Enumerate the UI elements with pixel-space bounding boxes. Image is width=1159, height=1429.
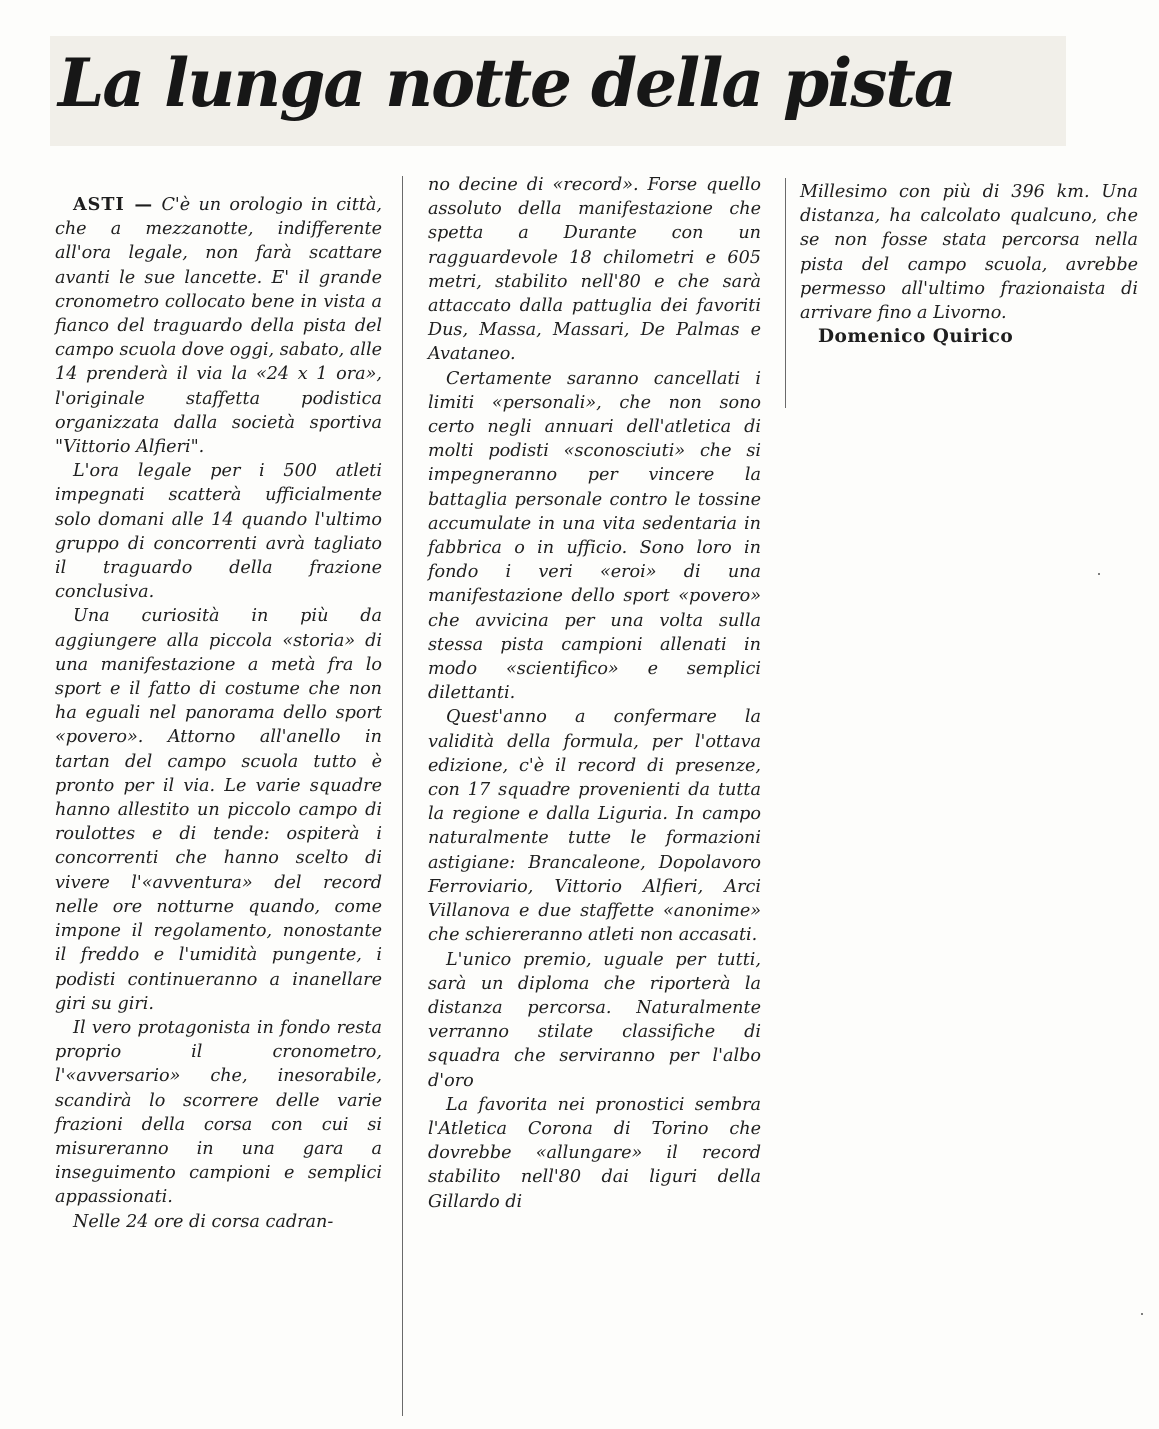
- scan-speck: [1098, 573, 1100, 575]
- column-rule: [402, 176, 403, 1416]
- paragraph: [55, 193, 382, 459]
- paragraph: Una curiosità in più da aggiungere alla piccola «storia» di una manifestazione a metà fra lo sport e il fatto di costume che non ha eguali nel panorama dello sport «povero». Attorno all'anello in tartan del campo scuola tutto è pronto per il via. Le varie squadre hanno allestito un piccolo campo di roulottes e di tende: ospiterà i concorrenti che hanno scelto di vivere l'«avventura» del record nelle ore notturne quando, come impone il regolamento, nonostante il freddo e l'umidità pungente, i podisti continueranno a inanellare giri su giri.: [55, 606, 382, 1014]
- dateline: ASTI —: [73, 194, 154, 215]
- paragraph-continued: Millesimo con più di 396 km. Una distanza, ha calcolato qualcuno, che se non fosse stata percorsa nella pista del campo scuola, avrebbe permesso all'ultimo frazionaista di arrivare fino a Livorno.: [800, 182, 1138, 324]
- paragraph: Certamente saranno cancellati i limiti «personali», che non sono certo negli annuari dell'atletica di molti podisti «sconosciuti» che si impegneranno per vincere la battaglia personale contro le tossine accumulate in una vita sedentaria in fabbrica o in ufficio. Sono loro in fondo i veri «eroi» di una manifestazione dello sport «povero» che avvicina per una volta sulla stessa pista campioni allenati in modo «scientifico» e semplici dilettanti.: [428, 368, 761, 704]
- scan-speck: [1141, 1313, 1143, 1315]
- paragraph-text: C'è un orologio in città, che a mezzanotte, indifferente all'ora legale, non farà scattare avanti le sue lancette. E' il grande cronometro collocato bene in vista a fianco del traguardo della pista del campo scuola dove oggi, sabato, alle 14 prenderà il via la «24 x 1 ora», l'originale staffetta podistica organizzata dalla società sportiva "Vittorio Alfieri".: [55, 195, 383, 458]
- article-column-1: [55, 193, 382, 1234]
- paragraph: L'unico premio, uguale per tutti, sarà un diploma che riporterà la distanza percorsa. Naturalmente verranno stilate classifiche di squadra che serviranno per l'albo d'oro: [428, 949, 761, 1091]
- headline: La lunga notte della pista: [58, 44, 955, 122]
- article-column-3: [800, 180, 1138, 349]
- paragraph: Quest'anno a confermare la validità della formula, per l'ottava edizione, c'è il record di presenze, con 17 squadre provenienti da tutta la regione e dalla Liguria. In campo naturalmente tutte le formazioni astigiane: Brancaleone, Dopolavoro Ferroviario, Vittorio Alfieri, Arci Villanova e due staffette «anonime» che schiereranno atleti non accasati.: [428, 707, 761, 946]
- paragraph: Il vero protagonista in fondo resta proprio il cronometro, l'«avversario» che, inesorabile, scandirà lo scorrere delle varie frazioni della corsa con cui si misureranno in una gara a inseguimento campioni e semplici appassionati.: [55, 1017, 382, 1208]
- column-rule: [785, 178, 786, 408]
- paragraph-continued: no decine di «record». Forse quello assoluto della manifestazione che spetta a Durante con un ragguardevole 18 chilometri e 605 metri, stabilito nell'80 e che sarà attaccato dalla pattuglia dei favoriti Dus, Massa, Massari, De Palmas e Avataneo.: [428, 175, 761, 365]
- paragraph: L'ora legale per i 500 atleti impegnati scatterà ufficialmente solo domani alle 14 quando l'ultimo gruppo di concorrenti avrà tagliato il traguardo della frazione conclusiva.: [55, 461, 382, 603]
- byline: Domenico Quirico: [818, 326, 1014, 348]
- article-column-2: [428, 173, 761, 1214]
- paragraph: La favorita nei pronostici sembra l'Atletica Corona di Torino che dovrebbe «allungare» il record stabilito nell'80 dai liguri della Gillardo di: [428, 1094, 761, 1212]
- paragraph: Nelle 24 ore di corsa cadran-: [73, 1211, 334, 1232]
